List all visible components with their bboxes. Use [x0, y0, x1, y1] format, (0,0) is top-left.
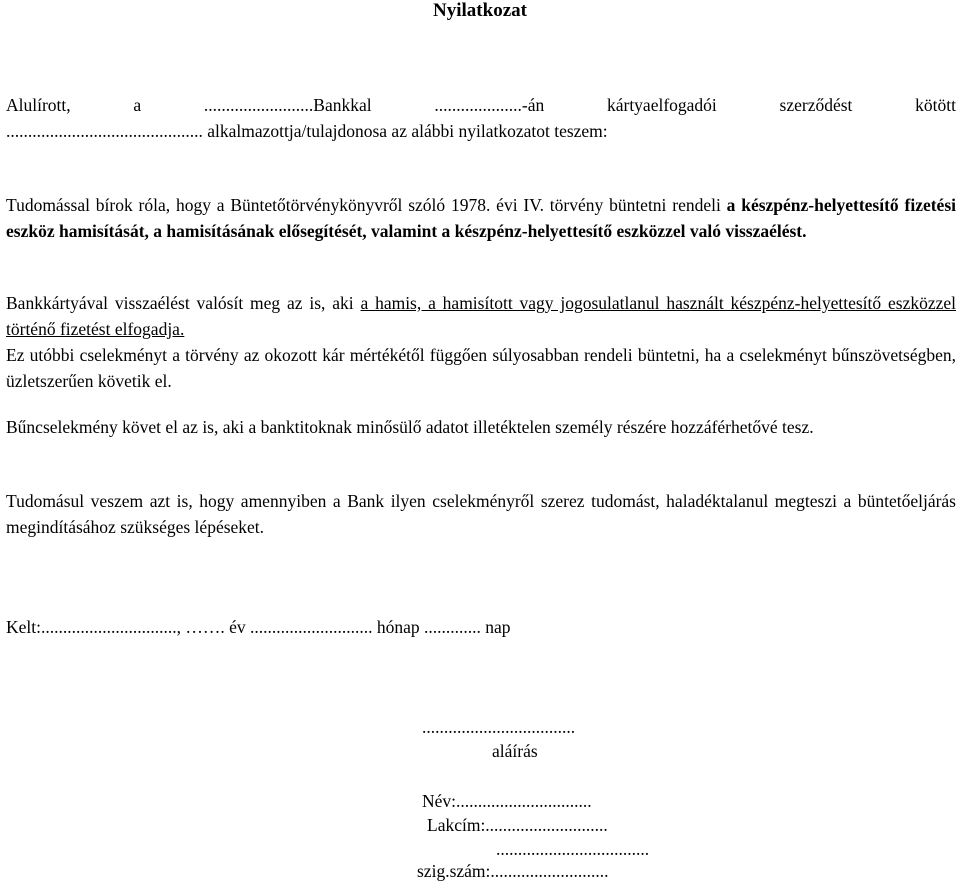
- paragraph-bank-secret: [6, 414, 956, 440]
- paragraph-criminal-code: [6, 192, 956, 244]
- signature-dots: ...................................: [422, 717, 576, 737]
- criminal-code-bold-text: a készpénz-helyettesítő fizetési eszköz hamisítását, a hamisításának elősegítését, valamint a készpénz-helyettesítő eszközzel való visszaélést.: [6, 195, 956, 241]
- address-field-continued: ...................................: [496, 839, 650, 859]
- bank-secret-text: Bűncselekmény követ el az is, aki a banktitoknak minősülő adatot illetéktelen személy részére hozzáférhetővé tesz.: [6, 417, 814, 437]
- signature-label: aláírás: [492, 741, 538, 761]
- card-misuse-text: [6, 290, 956, 342]
- intro-line-2: ............................................. alkalmazottja/tulajdonosa az alábbi nyilatkozatot teszem:: [6, 121, 608, 141]
- paragraph-acknowledgement: [6, 488, 956, 540]
- paragraph-aggravated: Ez utóbbi cselekményt a törvény az okozott kár mértékétől függően súlyosabban rendeli büntetni, ha a cselekményt bűnszövetségben, üzletszerűen követik el.: [6, 345, 956, 391]
- card-misuse-normal-text: Bankkártyával visszaélést valósít meg az is, aki: [6, 293, 361, 313]
- address-field: Lakcím:............................: [427, 815, 608, 835]
- document-title: Nyilatkozat: [433, 0, 527, 21]
- paragraph-card-misuse: [6, 290, 956, 394]
- intro-paragraph: [6, 92, 956, 144]
- name-field: Név:...............................: [422, 791, 592, 811]
- intro-line-1: Alulírott, a .........................Bankkal ....................-án kártyaelfogadói szerződést kötött: [6, 95, 956, 115]
- acknowledgement-text: Tudomásul veszem azt is, hogy amennyiben a Bank ilyen cselekményről szerez tudomást, haladéktalanul megteszi a büntetőeljárás megindításához szükséges lépéseket.: [6, 491, 956, 537]
- id-number-field: szig.szám:...........................: [417, 861, 609, 881]
- card-misuse-underlined-text: a hamis, a hamisított vagy jogosulatlanul használt készpénz-helyettesítő eszközzel történő fizetést elfogadja.: [6, 293, 956, 339]
- date-line: Kelt:..............................., ……. év ............................ hónap ............. nap: [6, 617, 511, 637]
- criminal-code-normal-text: Tudomással bírok róla, hogy a Büntetőtörvénykönyvről szóló 1978. évi IV. törvény büntetni rendeli: [6, 195, 727, 215]
- paragraph-criminal-code-text: [6, 192, 956, 244]
